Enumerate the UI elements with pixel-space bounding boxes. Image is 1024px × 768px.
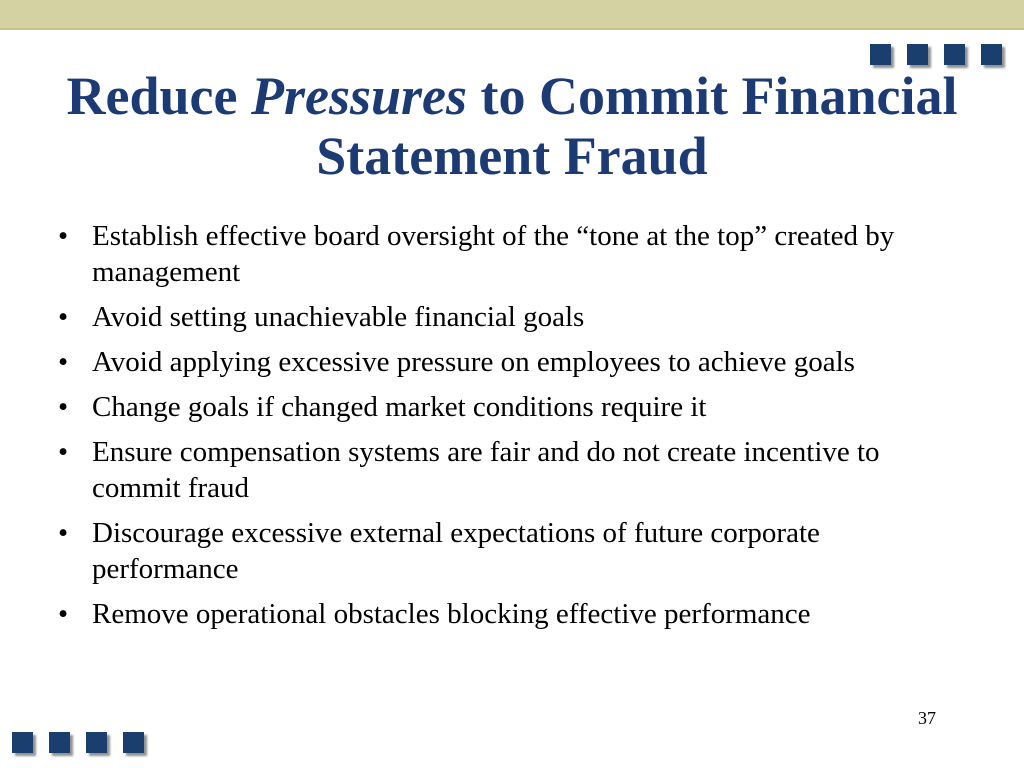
slide-title [40, 66, 984, 186]
top-right-square-decoration [870, 44, 1002, 65]
bottom-left-square-decoration [12, 732, 144, 753]
bullet-text: Remove operational obstacles blocking effective performance [92, 598, 811, 630]
decorative-square [907, 44, 928, 65]
bullet-marker: • [58, 346, 69, 378]
decorative-square [49, 732, 70, 753]
page-number: 37 [918, 708, 936, 728]
bullet-marker: • [58, 517, 69, 549]
decorative-square [944, 44, 965, 65]
title-text-part1: Reduce [66, 66, 251, 126]
bullet-item [58, 389, 958, 425]
bullet-item [58, 434, 958, 506]
bullet-text: Avoid applying excessive pressure on employees to achieve goals [92, 346, 855, 378]
bullet-text: Avoid setting unachievable financial goals [92, 301, 585, 333]
top-decorative-bar [0, 0, 1024, 30]
bullet-marker: • [58, 301, 69, 333]
bullet-item [58, 299, 958, 335]
bullet-marker: • [58, 220, 69, 252]
decorative-square [86, 732, 107, 753]
title-text-part2: to Commit Financial Statement Fraud [316, 66, 958, 186]
bullet-marker: • [58, 436, 69, 468]
bullet-item [58, 218, 958, 290]
decorative-square [981, 44, 1002, 65]
bullet-text: Establish effective board oversight of the “tone at the top” created by management [92, 220, 895, 288]
bullet-item [58, 344, 958, 380]
bullet-text: Discourage excessive external expectations of future corporate performance [92, 517, 820, 585]
bullet-marker: • [58, 598, 69, 630]
bullet-text: Change goals if changed market conditions require it [92, 391, 707, 423]
decorative-square [870, 44, 891, 65]
bullet-marker: • [58, 391, 69, 423]
bullet-item [58, 515, 958, 587]
title-italic-word: Pressures [250, 66, 468, 126]
bullet-item [58, 596, 958, 632]
decorative-square [12, 732, 33, 753]
decorative-square [123, 732, 144, 753]
bullet-list [58, 218, 958, 641]
bullet-text: Ensure compensation systems are fair and do not create incentive to commit fraud [92, 436, 880, 504]
